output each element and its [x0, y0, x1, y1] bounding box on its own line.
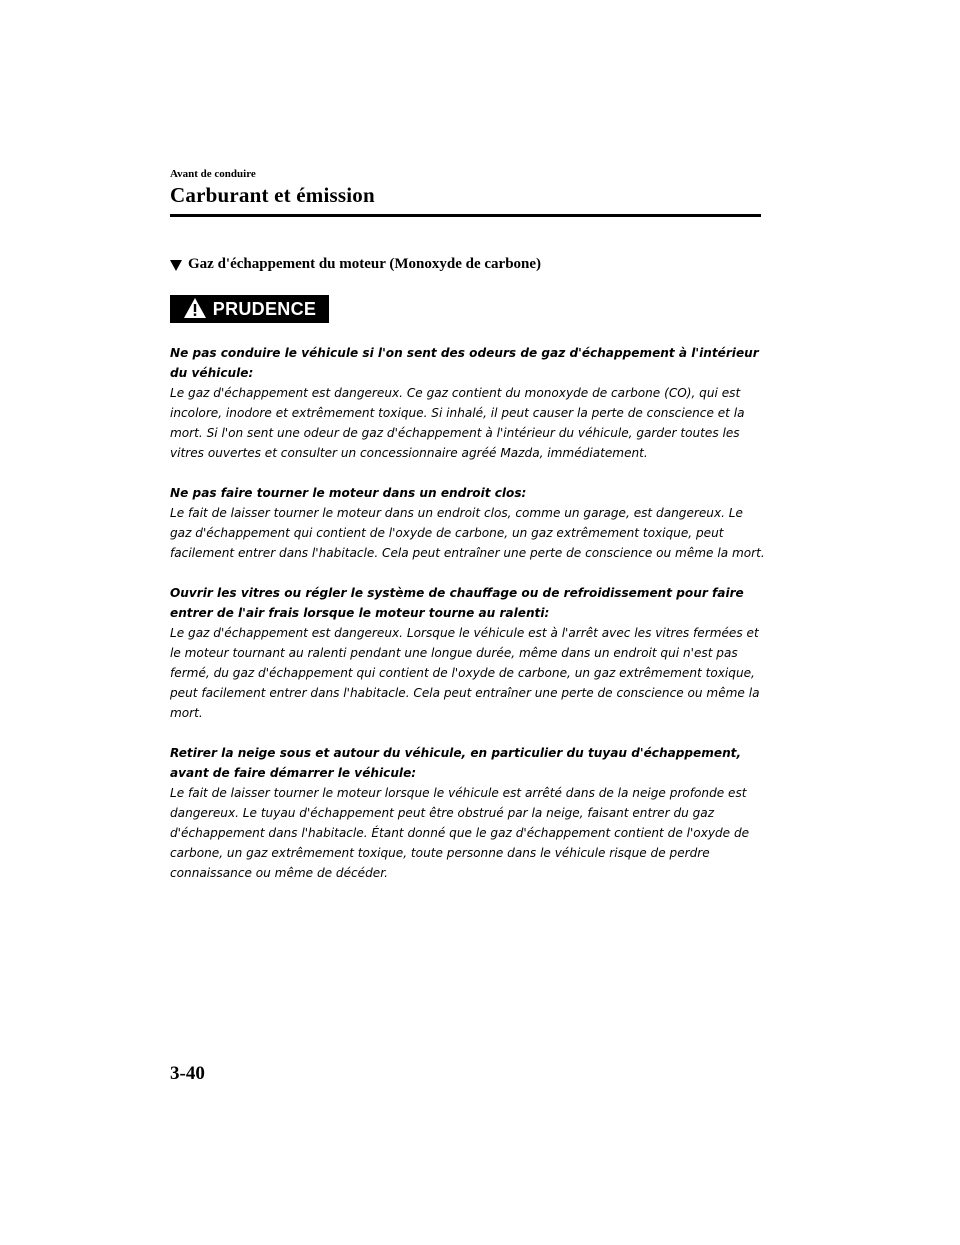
triangle-down-icon: [170, 260, 182, 271]
caution-label: PRUDENCE: [212, 298, 317, 319]
caution-banner: [170, 295, 329, 323]
section-heading: [170, 256, 541, 273]
caution-block-title: Ne pas faire tourner le moteur dans un endroit clos:: [170, 486, 527, 500]
caution-block-body: Le fait de laisser tourner le moteur lorsque le véhicule est arrêté dans de la neige profonde est dangereux. Le tuyau d'échappement peut être obstrué par la neige, faisant entrer du gaz d'échappement dans l'habitacle. Étant donné que le gaz d'échappement contient de l'oxyde de carbone, un gaz extrêmement toxique, toute personne dans le véhicule risque de perdre connaissance ou même de décéder.: [170, 786, 750, 880]
caution-content: [170, 343, 765, 903]
caution-block-body: Le gaz d'échappement est dangereux. Ce gaz contient du monoxyde de carbone (CO), qui est incolore, inodore et extrêmement toxique. Si inhalé, il peut causer la perte de conscience et la mort. Si l'on sent une odeur de gaz d'échappement à l'intérieur du véhicule, garder toutes les vitres ouvertes et consulter un concessionnaire agréé Mazda, immédiatement.: [170, 386, 745, 460]
caution-block: [170, 483, 765, 563]
caution-block-title: Ne pas conduire le véhicule si l'on sent des odeurs de gaz d'échappement à l'intérieur du véhicule:: [170, 346, 759, 380]
caution-block-title: Retirer la neige sous et autour du véhicule, en particulier du tuyau d'échappement, avant de faire démarrer le véhicule:: [170, 746, 742, 780]
caution-block-body: Le gaz d'échappement est dangereux. Lorsque le véhicule est à l'arrêt avec les vitres fermées et le moteur tournant au ralenti pendant une longue durée, même dans un endroit qui n'est pas fermé, du gaz d'échappement qui contient de l'oxyde de carbone, un gaz extrêmement toxique, peut facilement entrer dans l'habitacle. Cela peut entraîner une perte de conscience ou même la mort.: [170, 626, 760, 720]
section-heading-text: Gaz d'échappement du moteur (Monoxyde de carbone): [188, 256, 542, 272]
header-divider: [170, 214, 761, 217]
page-number: 3-40: [170, 1063, 205, 1084]
caution-block: [170, 343, 765, 463]
caution-block: [170, 743, 765, 883]
caution-block: [170, 583, 765, 723]
caution-block-title: Ouvrir les vitres ou régler le système de chauffage ou de refroidissement pour faire entrer de l'air frais lorsque le moteur tourne au ralenti:: [170, 586, 744, 620]
caution-block-body: Le fait de laisser tourner le moteur dans un endroit clos, comme un garage, est dangereux. Le gaz d'échappement qui contient de l'oxyde de carbone, un gaz extrêmement toxique, peut facilement entrer dans l'habitacle. Cela peut entraîner une perte de conscience ou même la mort.: [170, 506, 765, 560]
page-title: Carburant et émission: [170, 183, 375, 207]
section-label: Avant de conduire: [170, 168, 256, 180]
warning-triangle-icon: [183, 297, 207, 319]
